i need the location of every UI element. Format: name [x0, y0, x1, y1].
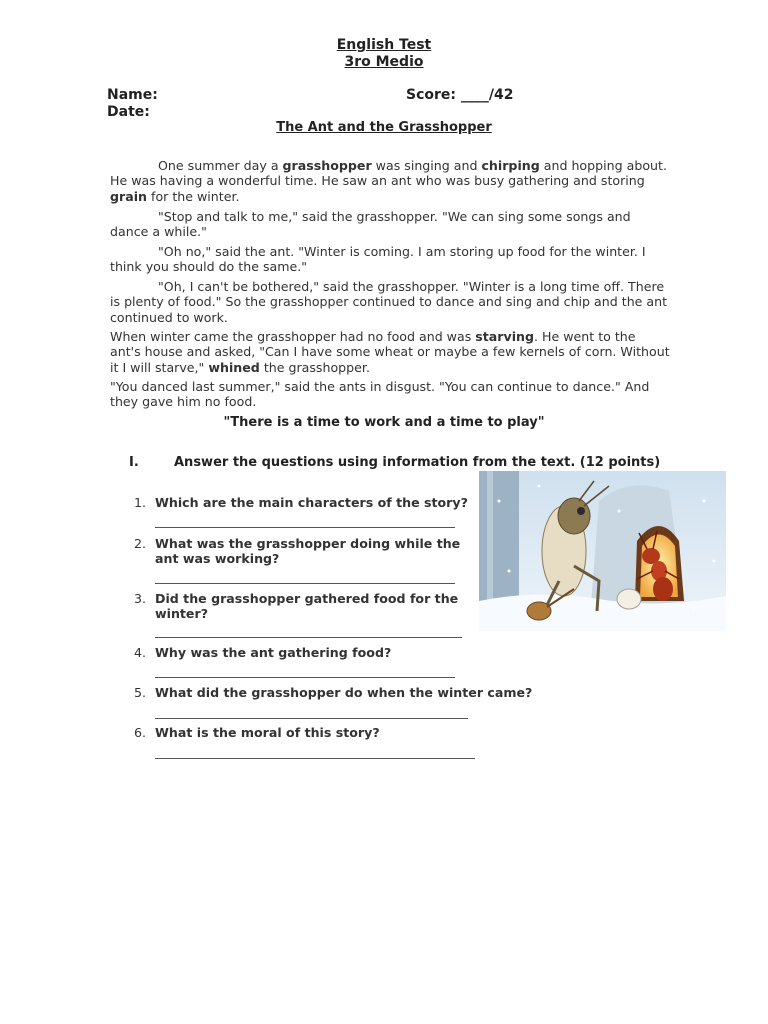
grasshopper-ant-illustration: [479, 471, 726, 631]
p5-text-e: the grasshopper.: [259, 359, 370, 375]
question-text: Which are the main characters of the story?: [155, 495, 468, 510]
answer-line[interactable]: [155, 583, 455, 584]
p1-text-e: and hopping about. He was having a wonderful time. He saw an ant who was busy gathering and storing: [110, 158, 667, 189]
test-title: English Test: [336, 37, 432, 53]
story-paragraph-6: "You danced last summer," said the ants in disgust. "You can continue to dance." And they gave him no food.: [110, 379, 650, 410]
word-chirping: chirping: [481, 158, 540, 173]
score-label: Score: ____/42: [406, 87, 514, 103]
answer-line[interactable]: [155, 527, 455, 528]
date-label: Date:: [107, 104, 150, 120]
question-text: What was the grasshopper doing while the ant was working?: [155, 536, 461, 566]
question-number: 1.: [133, 495, 146, 510]
word-whined: whined: [208, 359, 260, 375]
answer-line[interactable]: [155, 637, 462, 638]
question-number: 6.: [133, 725, 146, 740]
word-grasshopper: grasshopper: [282, 158, 372, 173]
story-paragraph-3: "Oh no," said the ant. "Winter is coming. I am storing up food for the winter. I think you should do the same.": [110, 244, 646, 275]
story-paragraph-5: [110, 329, 670, 375]
story-title: The Ant and the Grasshopper: [276, 120, 492, 135]
p5-text-c: . He went to the ant's house and asked, "Can I have some wheat or maybe a few kernels of corn. Without it I will starve,": [110, 329, 670, 375]
question-text: Why was the ant gathering food?: [155, 645, 392, 660]
word-grain: grain: [110, 188, 148, 204]
name-label: Name:: [107, 87, 158, 103]
test-subtitle: 3ro Medio: [344, 54, 424, 70]
section-number: I.: [129, 455, 139, 470]
p1-text-g: for the winter.: [147, 188, 240, 204]
story-paragraph-4: "Oh, I can't be bothered," said the grasshopper. "Winter is a long time off. There is plenty of food." So the grasshopper continued to dance and sing and chip and the ant continued to work.: [110, 279, 668, 325]
section-instruction: Answer the questions using information from the text. (12 points): [174, 455, 661, 470]
answer-line[interactable]: [155, 718, 468, 719]
answer-line[interactable]: [155, 758, 475, 759]
question-text: What is the moral of this story?: [155, 725, 380, 740]
question-number: 3.: [133, 591, 146, 606]
p1-text-c: was singing and: [371, 158, 482, 173]
question-number: 4.: [133, 645, 146, 660]
answer-line[interactable]: [155, 677, 455, 678]
p1-text-a: One summer day a: [158, 158, 283, 173]
question-number: 2.: [133, 536, 146, 551]
question-text: What did the grasshopper do when the winter came?: [155, 685, 533, 700]
story-moral: "There is a time to work and a time to play": [223, 415, 545, 430]
question-text: Did the grasshopper gathered food for the winter?: [155, 591, 459, 621]
p5-text-a: When winter came the grasshopper had no food and was: [110, 329, 476, 344]
story-paragraph-1: [110, 158, 670, 204]
word-starving: starving: [475, 329, 535, 344]
story-paragraph-2: "Stop and talk to me," said the grasshopper. "We can sing some songs and dance a while.": [110, 209, 631, 240]
question-number: 5.: [133, 685, 146, 700]
